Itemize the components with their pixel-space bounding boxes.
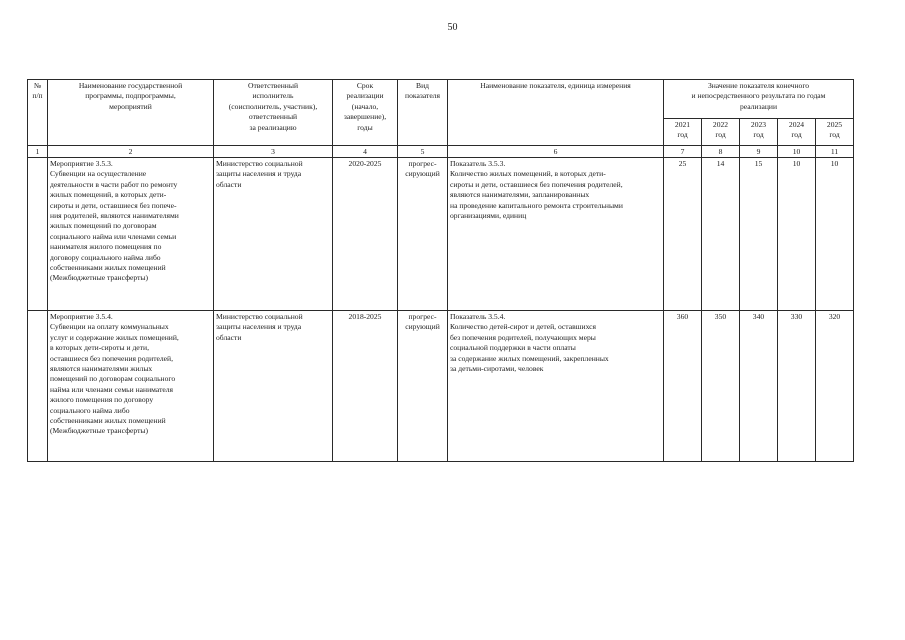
header-indicator: Наименование показателя, единица измерения xyxy=(448,80,664,146)
header-period: Срок реализации (начало, завершение), годы xyxy=(333,80,398,146)
row-no xyxy=(28,158,48,311)
value-2024: 10 xyxy=(778,158,816,311)
header-executor: Ответственный исполнитель (соисполнитель, участник), ответственный за реализацию xyxy=(214,80,333,146)
value-2025: 320 xyxy=(816,311,854,462)
program-table xyxy=(27,79,854,462)
period: 2020-2025 xyxy=(333,158,398,311)
value-2024: 330 xyxy=(778,311,816,462)
header-year-2022: 2022 год xyxy=(702,119,740,146)
header-row xyxy=(28,80,854,119)
column-number: 6 xyxy=(448,146,664,158)
period: 2018-2025 xyxy=(333,311,398,462)
executor: Министерство социальной защиты населения и труда области xyxy=(214,311,333,462)
value-2021: 25 xyxy=(664,158,702,311)
value-2022: 350 xyxy=(702,311,740,462)
measure-name: Мероприятие 3.5.3. Субвенции на осуществление деятельности в части работ по ремонту жилых помещений, в которых дети- сироты и дети, оставшиеся без попече- ния родителей, являются нанимателями жилых помещений по договорам социального найма или членами семьи нанимателя жилого помещения по договору социального найма либо собственниками жилых помещений (Межбюджетные трансферты) xyxy=(48,158,214,311)
row-no xyxy=(28,311,48,462)
measure-name: Мероприятие 3.5.4. Субвенции на оплату коммунальных услуг и содержание жилых помещений, в которых дети-сироты и дети, оставшиеся без попечения родителей, являются нанимателями жилых помещений по договорам социального найма или членами семьи нанимателя жилого помещения по договору социального найма либо собственниками жилых помещений (Межбюджетные трансферты) xyxy=(48,311,214,462)
column-number: 3 xyxy=(214,146,333,158)
column-number: 7 xyxy=(664,146,702,158)
header-value-group: Значение показателя конечного и непосредственного результата по годам реализации xyxy=(664,80,854,119)
column-number: 8 xyxy=(702,146,740,158)
column-number: 11 xyxy=(816,146,854,158)
indicator-name: Показатель 3.5.4. Количество детей-сирот и детей, оставшихся без попечения родителей, получающих меры социальной поддержки в части оплаты за содержание жилых помещений, закрепленных за детьми-сиротами, человек xyxy=(448,311,664,462)
indicator-name: Показатель 3.5.3. Количество жилых помещений, в которых дети- сироты и дети, оставшиеся без попечения родителей, являются нанимателями, запланированных на проведение капитального ремонта строительными организациями, единиц xyxy=(448,158,664,311)
column-number: 9 xyxy=(740,146,778,158)
value-2022: 14 xyxy=(702,158,740,311)
header-year-2021: 2021 год xyxy=(664,119,702,146)
header-name: Наименование государственной программы, подпрограммы, мероприятий xyxy=(48,80,214,146)
value-2021: 360 xyxy=(664,311,702,462)
column-numbers-row xyxy=(28,146,854,158)
column-number: 4 xyxy=(333,146,398,158)
column-number: 5 xyxy=(398,146,448,158)
table-row xyxy=(28,311,854,462)
value-2023: 15 xyxy=(740,158,778,311)
header-no: № п/п xyxy=(28,80,48,146)
header-year-2025: 2025 год xyxy=(816,119,854,146)
table-row xyxy=(28,158,854,311)
column-number: 1 xyxy=(28,146,48,158)
indicator-kind: прогрес- сирующий xyxy=(398,158,448,311)
value-2025: 10 xyxy=(816,158,854,311)
header-year-2023: 2023 год xyxy=(740,119,778,146)
page-number: 50 xyxy=(447,22,458,33)
executor: Министерство социальной защиты населения и труда области xyxy=(214,158,333,311)
header-kind: Вид показателя xyxy=(398,80,448,146)
value-2023: 340 xyxy=(740,311,778,462)
header-year-2024: 2024 год xyxy=(778,119,816,146)
column-number: 2 xyxy=(48,146,214,158)
column-number: 10 xyxy=(778,146,816,158)
indicator-kind: прогрес- сирующий xyxy=(398,311,448,462)
